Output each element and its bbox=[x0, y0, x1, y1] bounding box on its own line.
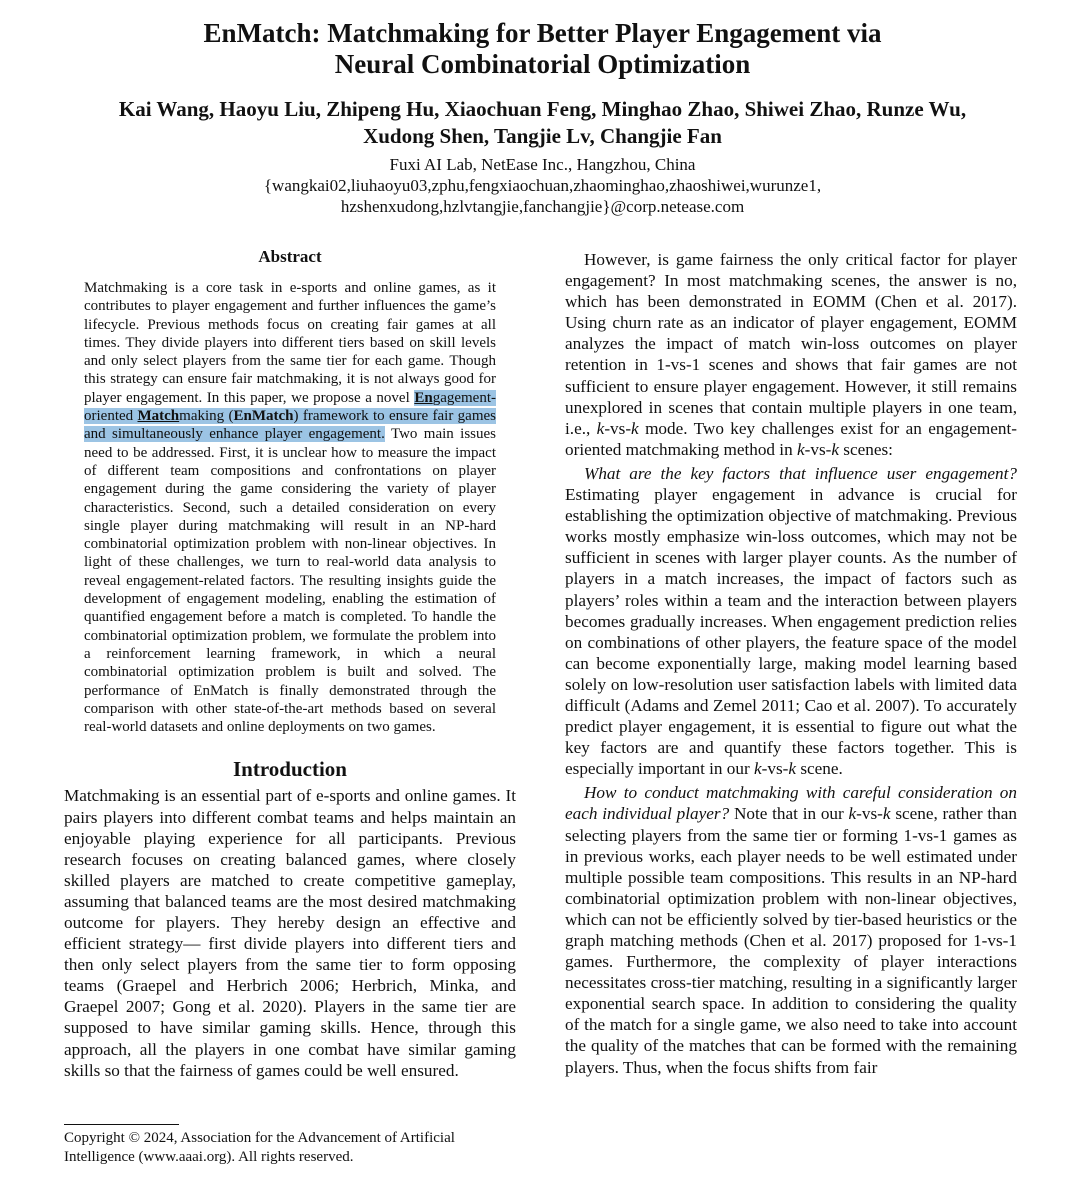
math-k: k bbox=[596, 418, 605, 438]
author-list bbox=[0, 96, 1085, 150]
footnote-line-2: Intelligence (www.aaai.org). All rights reserved. bbox=[64, 1149, 354, 1165]
p2-text-d: scenes: bbox=[839, 439, 893, 459]
affiliation-block bbox=[0, 154, 1085, 217]
math-k: k bbox=[831, 439, 839, 459]
intro-paragraph-2 bbox=[565, 249, 1017, 460]
math-k: k bbox=[754, 759, 762, 779]
abstract-text bbox=[84, 279, 496, 736]
abstract-text-after: Two main issues need to be addressed. First, it is unclear how to measure the impact of different team compositions and confrontations on player engagement during the game considering the variety of player characteristics. Second, such a detailed consideration on every single player during matchmaking will result in an NP-hard combinatorial optimization problem with non-linear objectives. In light of these challenges, we turn to real-world data analysis to reveal engagement-related factors. The resulting insights guide the development of engagement modeling, enabling the estimation of quantified engagement before a match is completed. To handle the combinatorial optimization problem, we formulate the problem into a reinforcement learning framework, in which a neural combinatorial optimization problem is built and solved. The performance of EnMatch is finally demonstrated through the comparison with other state-of-the-art methods based on several real-world datasets and online deployments on two games. bbox=[84, 426, 496, 736]
authors-line-2: Xudong Shen, Tangjie Lv, Changjie Fan bbox=[363, 124, 722, 148]
p2-text-b: -vs- bbox=[604, 418, 632, 438]
paper-title bbox=[0, 18, 1085, 80]
p3-vs: -vs- bbox=[761, 759, 789, 779]
hl-match: Match bbox=[137, 408, 180, 425]
hl-en: En bbox=[414, 389, 433, 406]
math-k: k bbox=[882, 804, 891, 824]
intro-paragraph-1: Matchmaking is an essential part of e-sports and online games. It pairs players into different combat teams and helps maintain an enjoyable playing experience for all participants. Previous research focuses on creating balanced games, where closely skilled players are matched to create competitive gameplay, assuming that balanced teams are the most desired matchmaking outcome for players. They hereby design an effective and efficient strategy— first divide players into different tiers and then only select players from the same tier to form opposing teams (Graepel and Herbrich 2006; Herbrich, Minka, and Graepel 2007; Gong et al. 2020). Players in the same tier are supposed to have similar gaming skills. Hence, through this approach, all the players in one combat have similar gaming skills so that the fairness of games could be well ensured. bbox=[64, 786, 516, 1080]
authors-line-1: Kai Wang, Haoyu Liu, Zhipeng Hu, Xiaochuan Feng, Minghao Zhao, Shiwei Zhao, Runze Wu, bbox=[118, 97, 967, 121]
title-line-1: EnMatch: Matchmaking for Better Player Engagement via bbox=[203, 18, 882, 48]
introduction-heading: Introduction bbox=[233, 757, 347, 782]
footnote-divider bbox=[64, 1124, 179, 1125]
question-2: How to conduct matchmaking with careful consideration on each individual player? bbox=[565, 783, 1017, 824]
hl-part-3: ) framework to ensure fair games and simultaneously enhance player engagement. bbox=[84, 408, 496, 443]
hl-part-2: making ( bbox=[179, 408, 234, 425]
hl-part-1: gagement-oriented bbox=[84, 389, 496, 425]
hl-enmatch: EnMatch bbox=[233, 408, 294, 425]
right-column bbox=[565, 246, 1017, 1078]
p4-vs: -vs- bbox=[856, 804, 883, 824]
p2-text-c: mode. Two key challenges exist for an engagement-oriented matchmaking method in bbox=[565, 418, 1017, 459]
title-line-2: Neural Combinatorial Optimization bbox=[334, 49, 751, 79]
p4-text-b: scene, rather than selecting players from the same tier or forming 1-vs-1 games as in previous works, each player needs to be well estimated under multiple possible team compositions. This results in an NP-hard combinatorial optimization problem with non-linear objectives, which can not be efficiently solved by tier-based heuristics or the graph matching methods (Chen et al. 2017) proposed for 1-vs-1 games. Furthermore, the complexity of player interactions necessitates cross-tier matching, resulting in a significantly larger exponential search space. In addition to considering the quality of the match for a single game, we also need to take into account the quality of the matches that can be formed with the remaining players. Thus, when the focus shifts from fair bbox=[565, 804, 1017, 1077]
math-k: k bbox=[796, 439, 805, 459]
intro-paragraph-4 bbox=[565, 782, 1017, 1077]
left-column bbox=[64, 246, 516, 1081]
footnote-line-1: Copyright © 2024, Association for the Advancement of Artificial bbox=[64, 1130, 455, 1146]
affiliation: Fuxi AI Lab, NetEase Inc., Hangzhou, China bbox=[389, 155, 696, 174]
math-k: k bbox=[631, 418, 639, 438]
emails-line-1: {wangkai02,liuhaoyu03,zphu,fengxiaochuan,zhaominghao,zhaoshiwei,wurunze1, bbox=[263, 176, 822, 195]
intro-paragraph-3 bbox=[565, 463, 1017, 779]
p4-text-a: Note that in our bbox=[729, 804, 849, 824]
abstract-heading: Abstract bbox=[258, 247, 322, 266]
p2-text-a: However, is game fairness the only critical factor for player engagement? In most matchmaking scenes, the answer is no, which has been demonstrated in EOMM (Chen et al. 2017). Using churn rate as an indicator of player engagement, EOMM analyzes the impact of match win-loss outcomes on player retention in 1-vs-1 scenes and shows that fair games are not sufficient to ensure player engagement. However, it still remains unexplored in scenes that contain multiple players in one team, i.e., bbox=[565, 250, 1017, 438]
math-k: k bbox=[848, 804, 857, 824]
copyright-footnote bbox=[64, 1129, 516, 1167]
emails-line-2: hzshenxudong,hzlvtangjie,fanchangjie}@corp.netease.com bbox=[340, 197, 745, 216]
p3-text-b: scene. bbox=[796, 759, 843, 779]
abstract-text-before: Matchmaking is a core task in e-sports and online games, as it contributes to player engagement and further influences the game’s lifecycle. Previous methods focus on creating fair games at all times. They divide players into different tiers based on skill levels and only select players from the same tier for each game. Though this strategy can ensure fair matchmaking, it is not always good for player engagement. In this paper, we propose a novel bbox=[84, 280, 496, 406]
p2-vs: -vs- bbox=[804, 439, 832, 459]
question-1: What are the key factors that influence user engagement? bbox=[584, 463, 1017, 483]
math-k: k bbox=[788, 759, 797, 779]
p3-text-a: Estimating player engagement in advance is crucial for establishing the optimization objective of matchmaking. Previous works mostly emphasize win-loss outcomes, which may not be sufficient in scenes with larger player counts. As the number of players in a match increases, the impact of factors such as players’ roles within a team and the interaction between players becomes gradually increases. When engagement prediction relies on combinations of other players, the feature space of the model can become exponentially large, making model learning based solely on low-resolution user satisfaction labels with limited data difficult (Adams and Zemel 2011; Cao et al. 2007). To accurately predict player engagement, it is essential to figure out what the key factors are and quantify these factors together. This is especially important in our bbox=[565, 485, 1017, 779]
